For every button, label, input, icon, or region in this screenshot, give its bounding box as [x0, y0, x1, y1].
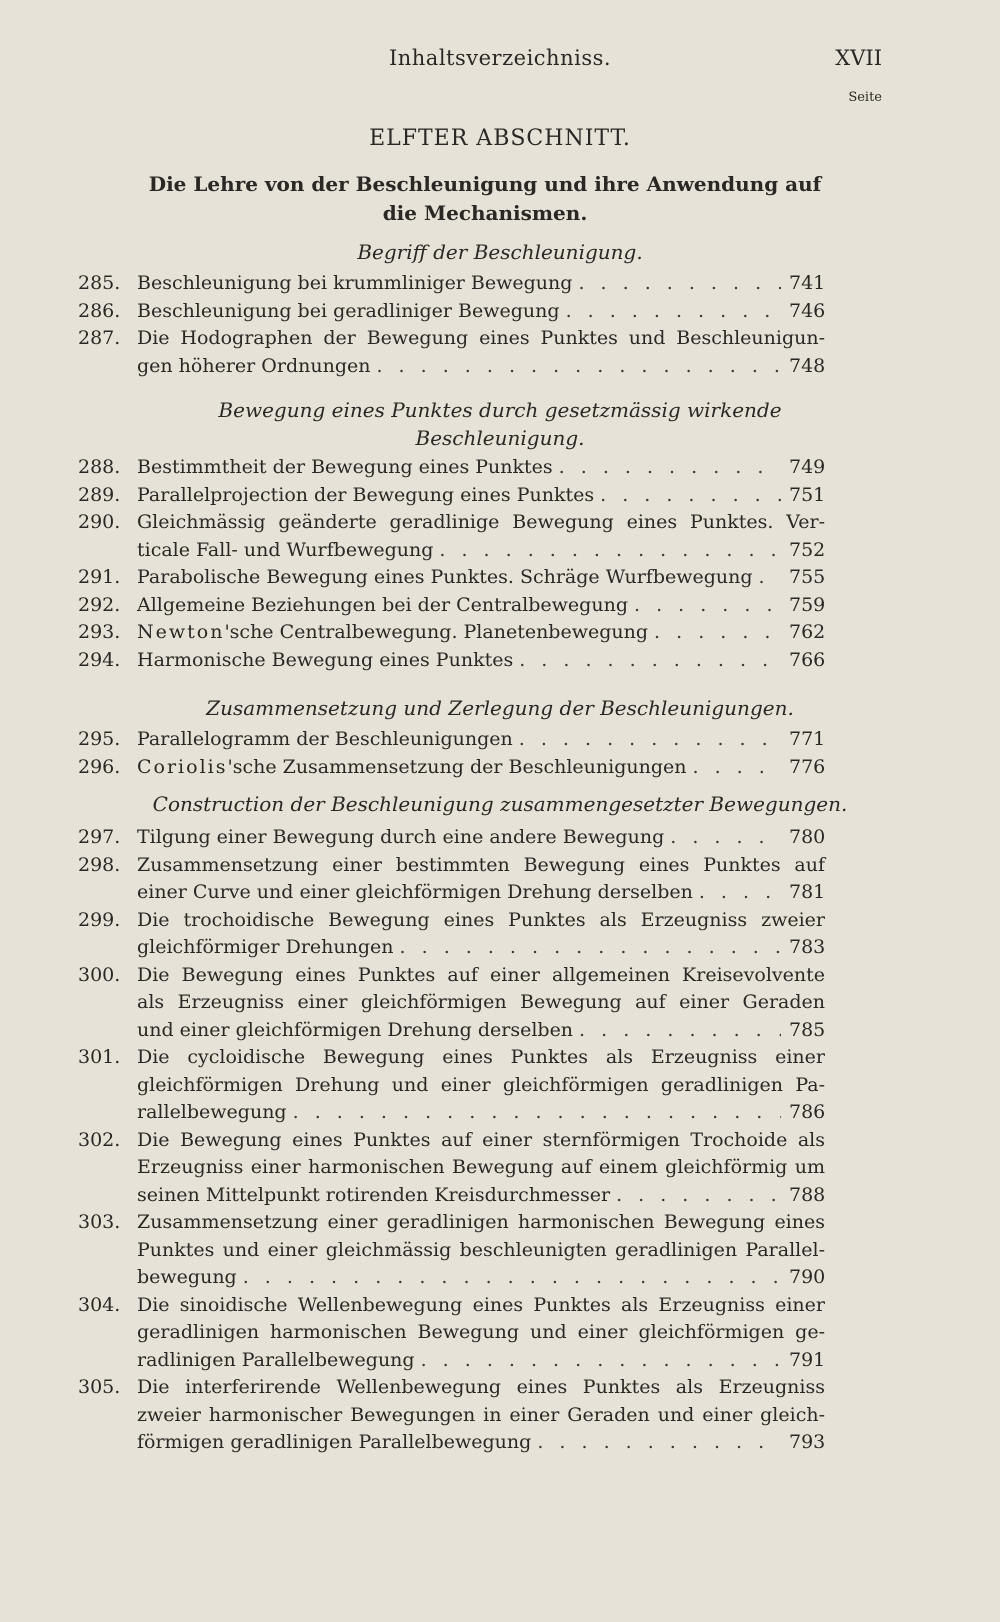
dot-leader: [699, 879, 781, 907]
toc-entry: [0, 592, 1000, 620]
entry-line: gleichförmigen Drehung und einer gleichförmigen geradlinigen Pa-: [137, 1073, 825, 1096]
dot-leader: [439, 537, 781, 565]
entry-page-number: 781: [789, 881, 826, 903]
entry-body: [137, 298, 825, 326]
entry-title: [137, 592, 628, 620]
entry-title-text: Beschleunigung bei krummliniger Bewegung: [137, 272, 573, 294]
entry-last-line: [137, 619, 825, 647]
dot-leader: [243, 1264, 781, 1292]
entry-last-line: [137, 934, 825, 962]
entry-number: 303.: [78, 1211, 121, 1233]
seite-label: Seite: [848, 90, 882, 105]
entry-last-line: [137, 1429, 825, 1457]
entry-title-text: gleichförmiger Drehungen: [137, 936, 394, 958]
entry-page-number: 749: [789, 456, 826, 478]
entry-last-line: [137, 1017, 825, 1045]
entry-title: [137, 647, 513, 675]
entry-title-text: seinen Mittelpunkt rotirenden Kreisdurchmesser: [137, 1183, 611, 1206]
entry-page-number: 793: [789, 1431, 826, 1453]
dot-leader: [692, 754, 781, 782]
entry-number: 291.: [78, 566, 121, 588]
chapter-title: Die Lehre von der Beschleunigung und ihre Anwendung auf die Mechanismen.: [148, 172, 822, 225]
entry-last-line: [137, 298, 825, 326]
entry-number: 301.: [78, 1046, 121, 1068]
entry-title-text: Parallelprojection der Bewegung eines Punktes: [137, 483, 595, 506]
entry-title: [137, 564, 753, 592]
subsection-heading: Construction der Beschleunigung zusammengesetzter Bewegungen.: [152, 792, 848, 816]
dot-leader: [537, 1429, 781, 1457]
entry-title: [137, 1347, 415, 1375]
entry-number: 286.: [78, 299, 121, 322]
entry-spaced-name: Coriolis: [137, 755, 228, 778]
toc-entry: [0, 564, 1000, 592]
entry-title: [137, 824, 664, 852]
dot-leader: [559, 454, 781, 482]
entry-title-text: Beschleunigung bei geradliniger Bewegung: [137, 299, 560, 322]
entry-number: 302.: [78, 1128, 121, 1151]
dot-leader: [566, 298, 781, 326]
entry-line: Die cycloidische Bewegung eines Punktes als Erzeugniss einer: [137, 1046, 825, 1068]
entry-line: Die sinoidische Wellenbewegung eines Punktes als Erzeugniss einer: [137, 1293, 825, 1316]
dot-leader: [519, 647, 781, 675]
section-title: ELFTER ABSCHNITT.: [369, 126, 631, 151]
entry-last-line: [137, 454, 825, 482]
entry-line: Die Bewegung eines Punktes auf einer allgemeinen Kreisevolvente: [137, 963, 825, 986]
entry-title-text: Harmonische Bewegung eines Punktes: [137, 648, 514, 671]
entry-line: Zusammensetzung einer bestimmten Bewegung eines Punktes auf: [137, 853, 825, 876]
entry-title-text: bewegung: [137, 1266, 237, 1288]
entry-line: Die Bewegung eines Punktes auf einer sternförmigen Trochoide als: [137, 1128, 825, 1151]
entry-body: [137, 1127, 825, 1210]
dot-leader: [421, 1347, 781, 1375]
toc-entry: [0, 1127, 1000, 1210]
entry-title: [137, 454, 553, 482]
entry-title-text: radlinigen Parallelbewegung: [137, 1348, 415, 1371]
entry-number: 292.: [78, 593, 121, 616]
entry-body: [137, 509, 825, 564]
entry-number: 298.: [78, 853, 121, 876]
entry-body: [137, 482, 825, 510]
entry-number: 293.: [78, 621, 121, 643]
page-numeral: XVII: [835, 46, 882, 70]
entry-page-number: 759: [789, 593, 826, 616]
entry-page-number: 791: [789, 1348, 826, 1371]
entry-last-line: [137, 592, 825, 620]
toc-entry: [0, 754, 1000, 782]
entry-line: Erzeugniss einer harmonischen Bewegung auf einem gleichförmig um: [137, 1156, 825, 1178]
entry-number: 295.: [78, 728, 121, 750]
entry-last-line: [137, 1264, 825, 1292]
entry-number: 290.: [78, 511, 121, 533]
entry-title-text: und einer gleichförmigen Drehung derselben: [137, 1018, 574, 1041]
toc-entry: [0, 1374, 1000, 1457]
toc-entry: [0, 1209, 1000, 1292]
entry-title: [137, 934, 394, 962]
toc-entry: [0, 962, 1000, 1045]
entry-body: [137, 592, 825, 620]
toc-group: [0, 824, 1000, 1457]
entry-title-text: gen höherer Ordnungen: [137, 354, 371, 377]
entry-line: als Erzeugniss einer gleichförmigen Bewegung auf einer Geraden: [137, 991, 825, 1013]
entry-last-line: [137, 754, 825, 782]
entry-title: [137, 1099, 287, 1127]
entry-title: [137, 270, 572, 298]
entry-body: [137, 1374, 825, 1457]
entry-page-number: 776: [789, 755, 826, 778]
entry-number: 289.: [78, 483, 121, 506]
entry-page-number: 786: [789, 1101, 826, 1123]
entry-number: 288.: [78, 456, 121, 478]
toc-entry: [0, 1044, 1000, 1127]
entry-page-number: 790: [789, 1266, 826, 1288]
entry-line: Punktes und einer gleichmässig beschleunigten geradlinigen Parallel-: [137, 1238, 825, 1261]
toc-entry: [0, 1292, 1000, 1375]
entry-page-number: 788: [789, 1183, 826, 1206]
dot-leader: [654, 619, 781, 647]
entry-title-text: Parabolische Bewegung eines Punktes. Schräge Wurfbewegung: [137, 566, 753, 588]
toc-group: [0, 270, 1000, 380]
entry-body: [137, 647, 825, 675]
entry-title: [137, 619, 648, 647]
entry-line: Die trochoidische Bewegung eines Punktes als Erzeugniss zweier: [137, 908, 825, 931]
entry-page-number: 746: [789, 299, 826, 322]
entry-title: [137, 1429, 531, 1457]
dot-leader: [293, 1099, 781, 1127]
toc-entry: [0, 509, 1000, 564]
entry-line: Die Hodographen der Bewegung eines Punktes und Beschleunigun-: [137, 327, 825, 349]
entry-title-text: Allgemeine Beziehungen bei der Centralbewegung: [137, 593, 628, 616]
entry-last-line: [137, 1099, 825, 1127]
entry-number: 296.: [78, 755, 121, 778]
entry-line: Zusammensetzung einer geradlinigen harmonischen Bewegung eines: [137, 1211, 825, 1233]
entry-last-line: [137, 647, 825, 675]
entry-title-text: Tilgung einer Bewegung durch eine andere Bewegung: [137, 826, 665, 848]
entry-number: 294.: [78, 648, 121, 671]
entry-last-line: [137, 1182, 825, 1210]
toc-entry: [0, 325, 1000, 380]
entry-line: zweier harmonischer Bewegungen in einer Geraden und einer gleich-: [137, 1403, 825, 1426]
entry-page-number: 751: [789, 483, 826, 506]
entry-last-line: [137, 564, 825, 592]
entry-body: [137, 726, 825, 754]
dot-leader: [670, 824, 781, 852]
entry-body: [137, 907, 825, 962]
entry-page-number: 771: [789, 728, 826, 750]
entry-last-line: [137, 824, 825, 852]
entry-page-number: 766: [789, 648, 826, 671]
entry-title-text: rallelbewegung: [137, 1101, 287, 1123]
dot-leader: [400, 934, 781, 962]
toc-entry: [0, 726, 1000, 754]
entry-title: [137, 1182, 610, 1210]
toc-entry: [0, 482, 1000, 510]
entry-title-text: 'sche Zusammensetzung der Beschleunigungen: [227, 755, 687, 778]
entry-line: geradlinigen harmonischen Bewegung und einer gleichförmigen ge-: [137, 1321, 825, 1343]
entry-title: [137, 754, 686, 782]
dot-leader: [634, 592, 781, 620]
toc-entry: [0, 298, 1000, 326]
entry-body: [137, 454, 825, 482]
entry-body: [137, 824, 825, 852]
entry-spaced-name: Newton: [137, 621, 225, 643]
entry-title: [137, 1017, 573, 1045]
entry-title-text: förmigen geradlinigen Parallelbewegung: [137, 1431, 532, 1453]
entry-title-text: einer Curve und einer gleichförmigen Drehung derselben: [137, 881, 693, 903]
toc-entry: [0, 824, 1000, 852]
entry-body: [137, 270, 825, 298]
toc-entry: [0, 852, 1000, 907]
entry-body: [137, 1292, 825, 1375]
entry-title: [137, 298, 560, 326]
entry-body: [137, 619, 825, 647]
entry-number: 304.: [78, 1293, 121, 1316]
entry-title: [137, 1264, 237, 1292]
entry-body: [137, 1209, 825, 1292]
entry-title: [137, 879, 693, 907]
dot-leader: [616, 1182, 781, 1210]
entry-number: 287.: [78, 327, 121, 349]
subsection-heading: Zusammensetzung und Zerlegung der Beschleunigungen.: [206, 696, 794, 720]
entry-last-line: [137, 270, 825, 298]
dot-leader: [579, 1017, 781, 1045]
entry-body: [137, 1044, 825, 1127]
entry-page-number: 780: [789, 826, 826, 848]
entry-line: Gleichmässig geänderte geradlinige Bewegung eines Punktes. Ver-: [137, 511, 825, 533]
entry-title-text: Bestimmtheit der Bewegung eines Punktes: [137, 456, 553, 478]
dot-leader: [519, 726, 781, 754]
entry-number: 285.: [78, 272, 121, 294]
entry-title-text: 'sche Centralbewegung. Planetenbewegung: [224, 621, 649, 643]
entry-body: [137, 325, 825, 380]
entry-page-number: 762: [789, 621, 826, 643]
toc-entry: [0, 270, 1000, 298]
entry-title: [137, 482, 594, 510]
subsection-heading: Begriff der Beschleunigung.: [357, 240, 643, 264]
entry-last-line: [137, 537, 825, 565]
entry-title: [137, 537, 433, 565]
entry-page-number: 741: [789, 272, 826, 294]
entry-page-number: 755: [789, 566, 826, 588]
dot-leader: [600, 482, 781, 510]
entry-page-number: 748: [789, 354, 826, 377]
entry-title-text: Parallelogramm der Beschleunigungen: [137, 728, 513, 750]
entry-body: [137, 962, 825, 1045]
running-header-title: Inhaltsverzeichniss.: [388, 46, 612, 70]
toc-entry: [0, 907, 1000, 962]
entry-number: 300.: [78, 963, 121, 986]
subsection-heading: Bewegung eines Punktes durch gesetzmässig wirkende Beschleunigung.: [218, 398, 782, 450]
toc-group: [0, 454, 1000, 674]
toc-entry: [0, 454, 1000, 482]
dot-leader: [759, 564, 781, 592]
entry-number: 299.: [78, 908, 121, 931]
entry-title-text: ticale Fall- und Wurfbewegung: [137, 538, 434, 561]
entry-page-number: 783: [789, 936, 826, 958]
entry-number: 297.: [78, 826, 121, 848]
entry-last-line: [137, 482, 825, 510]
entry-last-line: [137, 1347, 825, 1375]
entry-body: [137, 564, 825, 592]
entry-last-line: [137, 353, 825, 381]
entry-page-number: 785: [789, 1018, 826, 1041]
entry-line: Die interferirende Wellenbewegung eines Punktes als Erzeugniss: [137, 1376, 825, 1398]
toc-entry: [0, 647, 1000, 675]
entry-title: [137, 726, 513, 754]
toc-group: [0, 726, 1000, 781]
dot-leader: [578, 270, 781, 298]
entry-last-line: [137, 726, 825, 754]
entry-page-number: 752: [789, 538, 826, 561]
dot-leader: [376, 353, 781, 381]
toc-entry: [0, 619, 1000, 647]
entry-body: [137, 852, 825, 907]
entry-body: [137, 754, 825, 782]
entry-last-line: [137, 879, 825, 907]
entry-title: [137, 353, 370, 381]
entry-number: 305.: [78, 1376, 121, 1398]
